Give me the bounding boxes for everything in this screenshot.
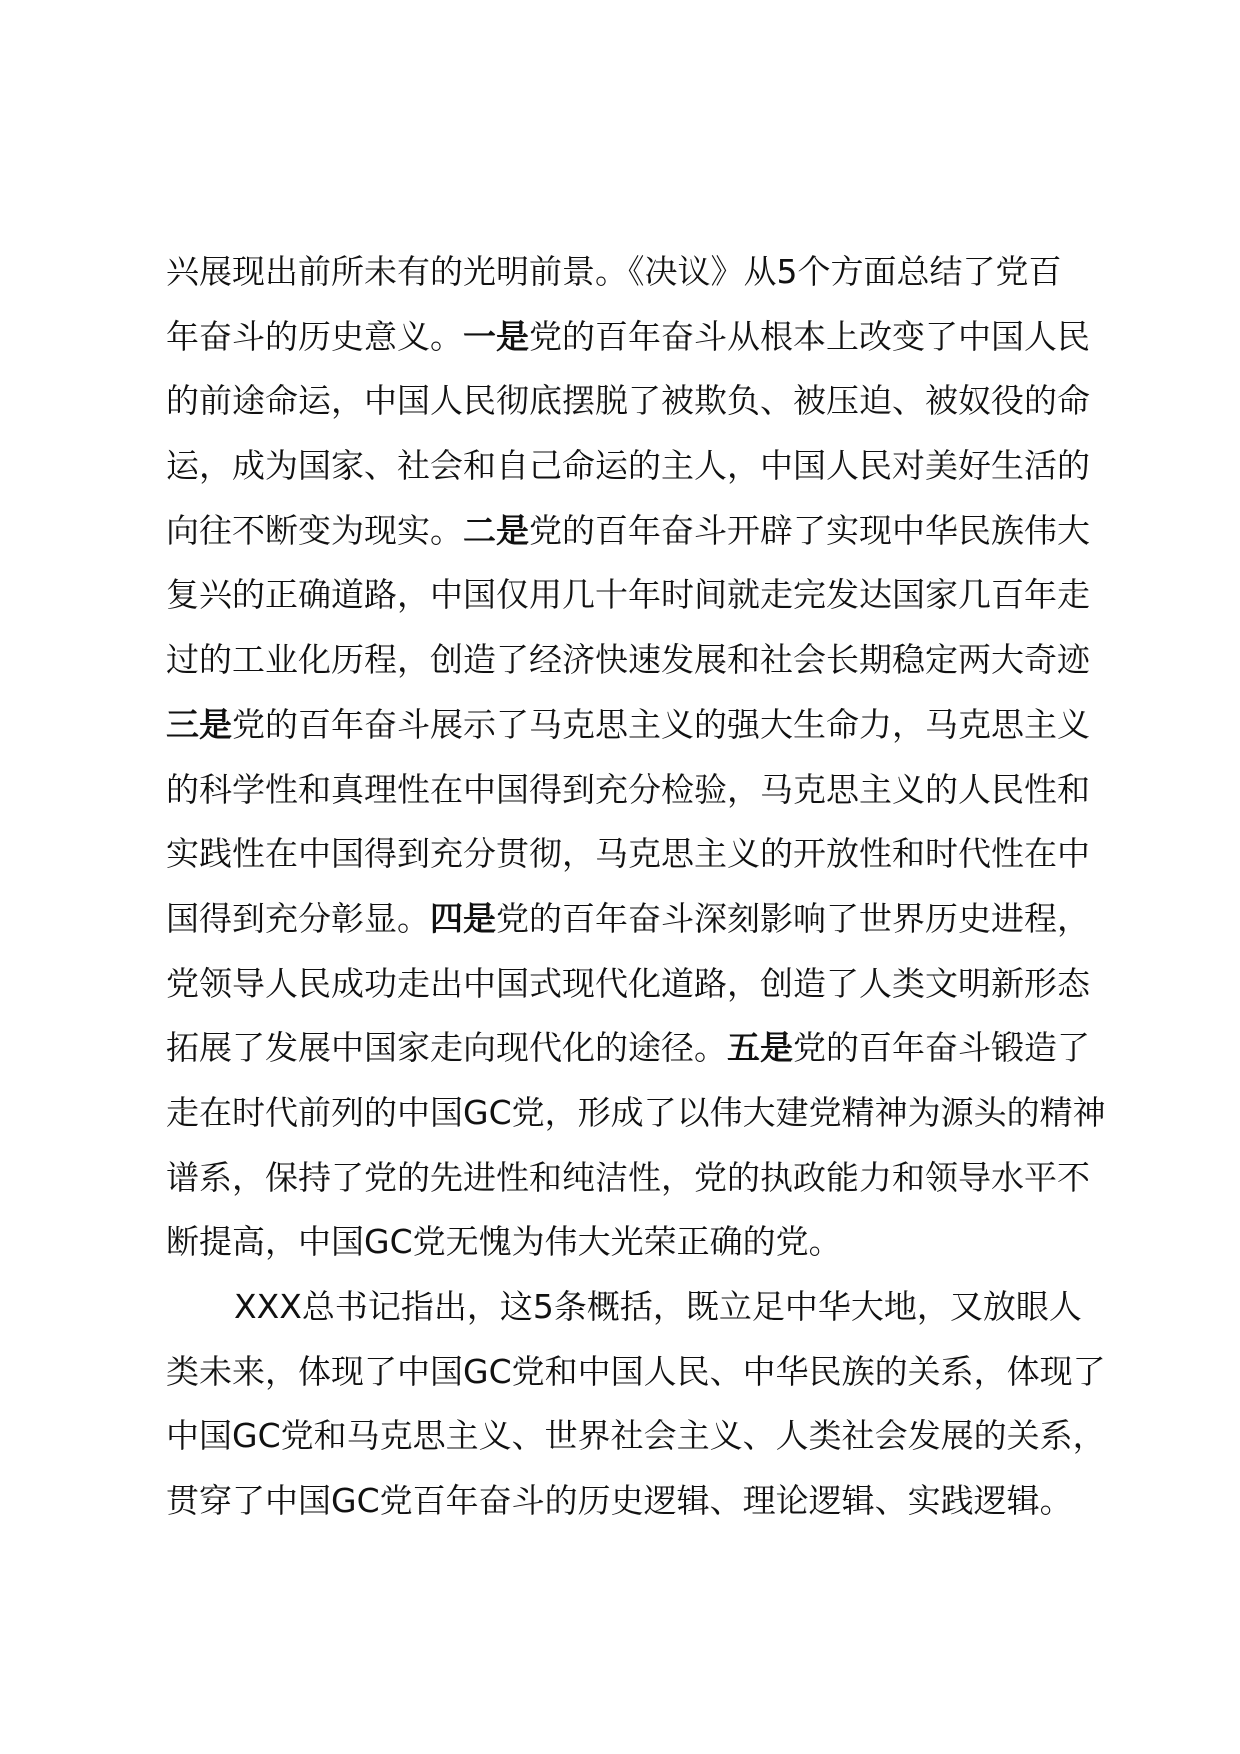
text-run: 党的百年奋斗开辟了实现中华民族伟大 <box>529 510 1090 550</box>
text-line: 兴展现出前所未有的光明前景。《决议》从5个方面总结了党百 <box>166 252 1062 291</box>
text-line: 的前途命运，中国人民彻底摆脱了被欺负、被压迫、被奴役的命 <box>166 381 1090 421</box>
text-line: 走在时代前列的中国GC党，形成了以伟大建党精神为源头的精神 <box>166 1092 1106 1132</box>
enumeration-marker: 三是 <box>166 704 232 744</box>
paragraph-1 <box>166 240 1116 1275</box>
text-line <box>166 693 1116 758</box>
text-line: 贯穿了中国GC党百年奋斗的历史逻辑、理论逻辑、实践逻辑。 <box>166 1481 1073 1521</box>
enumeration-marker: 五是 <box>727 1028 793 1068</box>
enumeration-marker: 二是 <box>463 510 529 550</box>
text-line: 党领导人民成功走出中国式现代化道路，创造了人类文明新形态 <box>166 963 1090 1003</box>
enumeration-marker: 一是 <box>463 316 529 356</box>
enumeration-marker: 四是 <box>430 898 496 938</box>
text-line <box>166 887 1116 952</box>
text-run: 党的百年奋斗深刻影响了世界历史进程， <box>496 898 1090 938</box>
text-line: XXX总书记指出，这5条概括，既立足中华大地，又放眼人 <box>234 1287 1082 1326</box>
text-run: 拓展了发展中国家走向现代化的途径。 <box>166 1028 727 1068</box>
text-line: 断提高，中国GC党无愧为伟大光荣正确的党。 <box>166 1222 842 1262</box>
text-line <box>166 499 1116 564</box>
paragraph-2 <box>166 1275 1116 1534</box>
text-run: 党的百年奋斗锻造了 <box>793 1028 1090 1068</box>
text-line: 的科学性和真理性在中国得到充分检验，马克思主义的人民性和 <box>166 769 1090 809</box>
text-line: 谱系，保持了党的先进性和纯洁性，党的执政能力和领导水平不 <box>166 1157 1090 1197</box>
text-line: 类未来，体现了中国GC党和中国人民、中华民族的关系，体现了 <box>166 1351 1106 1391</box>
text-line: 实践性在中国得到充分贯彻，马克思主义的开放性和时代性在中 <box>166 834 1090 874</box>
text-line: 复兴的正确道路，中国仅用几十年时间就走完发达国家几百年走 <box>166 575 1090 615</box>
body-text <box>166 240 1116 1534</box>
text-run: 党的百年奋斗从根本上改变了中国人民 <box>529 316 1090 356</box>
text-line: 中国GC党和马克思主义、世界社会主义、人类社会发展的关系， <box>166 1416 1106 1456</box>
text-line <box>166 305 1116 370</box>
text-run: 国得到充分彰显。 <box>166 898 430 938</box>
text-line: 运，成为国家、社会和自己命运的主人，中国人民对美好生活的 <box>166 446 1090 486</box>
text-run: 党的百年奋斗展示了马克思主义的强大生命力，马克思主义 <box>232 704 1090 744</box>
text-line <box>166 1016 1116 1081</box>
text-run: 向往不断变为现实。 <box>166 510 463 550</box>
text-run: 年奋斗的历史意义。 <box>166 316 463 356</box>
text-line: 过的工业化历程，创造了经济快速发展和社会长期稳定两大奇迹 <box>166 640 1090 680</box>
